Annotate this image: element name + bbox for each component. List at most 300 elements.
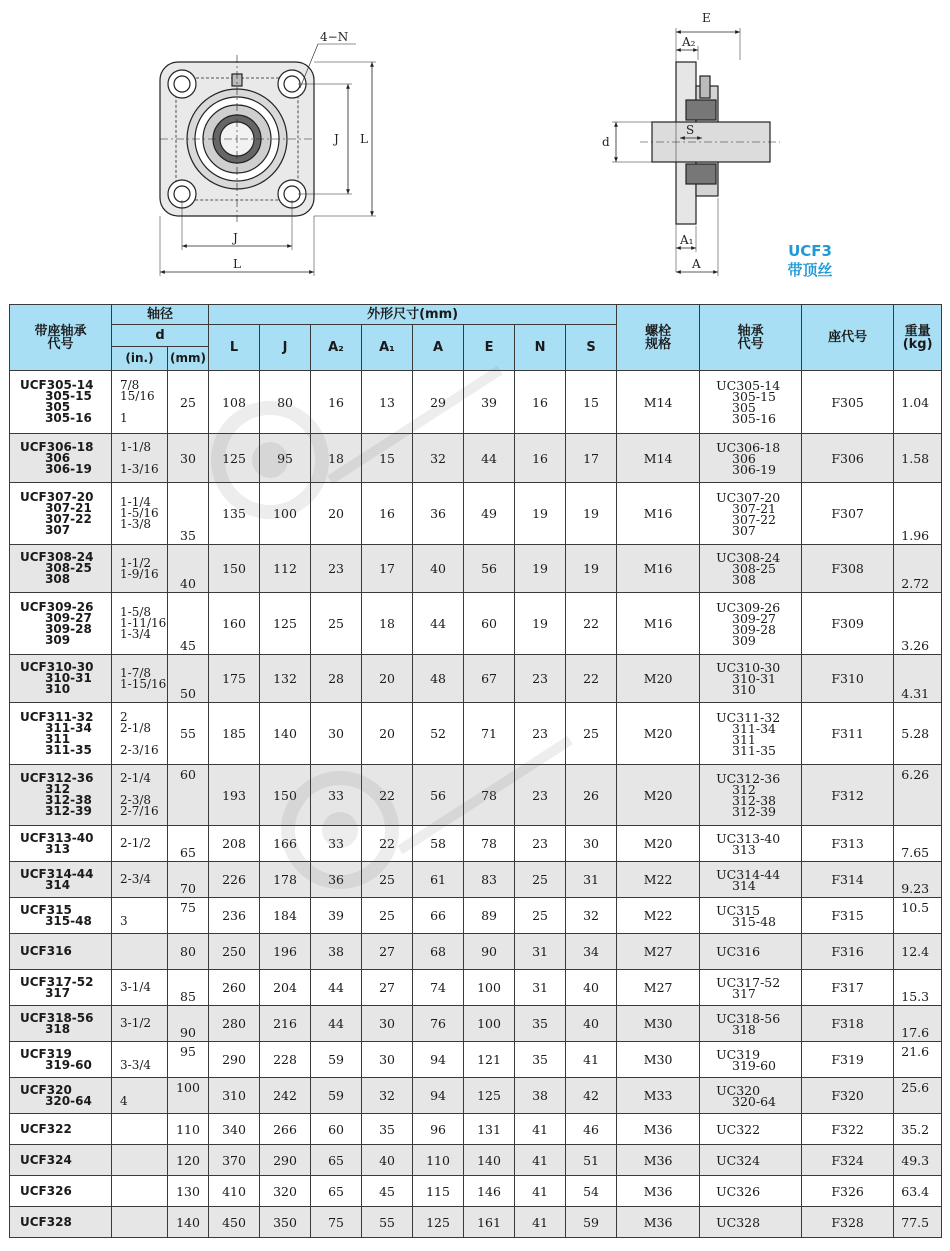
cell-weight: 21.6 xyxy=(894,1042,942,1078)
cell-inch: 2 2-1/8 2-3/16 xyxy=(112,703,168,765)
cell-bolt: M30 xyxy=(617,1006,700,1042)
cell-s: 26 xyxy=(566,765,617,826)
cell-n: 23 xyxy=(515,765,566,826)
cell-a: 32 xyxy=(413,434,464,483)
cell-n: 16 xyxy=(515,434,566,483)
cell-mm: 85 xyxy=(168,970,209,1006)
cell-housing: F318 xyxy=(802,1006,894,1042)
cell-j: 178 xyxy=(260,862,311,898)
cell-a1: 55 xyxy=(362,1207,413,1238)
cell-j: 132 xyxy=(260,655,311,703)
cell-a1: 27 xyxy=(362,934,413,970)
cell-n: 23 xyxy=(515,703,566,765)
cell-a: 68 xyxy=(413,934,464,970)
cell-a2: 33 xyxy=(311,765,362,826)
cell-a2: 16 xyxy=(311,371,362,434)
cell-bolt: M20 xyxy=(617,655,700,703)
cell-housing: F324 xyxy=(802,1145,894,1176)
cell-inch: 1-7/8 1-15/16 xyxy=(112,655,168,703)
cell-l: 236 xyxy=(209,898,260,934)
cell-bearing: UC305-14 305-15 305 305-16 xyxy=(700,371,802,434)
cell-weight: 35.2 xyxy=(894,1114,942,1145)
cell-bearing: UC309-26 309-27 309-28 309 xyxy=(700,593,802,655)
cell-bolt: M20 xyxy=(617,703,700,765)
cell-mm: 50 xyxy=(168,655,209,703)
cell-j: 95 xyxy=(260,434,311,483)
cell-a: 74 xyxy=(413,970,464,1006)
cell-bearing: UC328 xyxy=(700,1207,802,1238)
cell-a1: 40 xyxy=(362,1145,413,1176)
cell-bearing: UC307-20 307-21 307-22 307 xyxy=(700,483,802,545)
cell-weight: 1.58 xyxy=(894,434,942,483)
cell-inch: 4 xyxy=(112,1078,168,1114)
cell-mm: 60 xyxy=(168,765,209,826)
cell-bolt: M14 xyxy=(617,434,700,483)
cell-housing: F326 xyxy=(802,1176,894,1207)
cell-a: 40 xyxy=(413,545,464,593)
cell-s: 32 xyxy=(566,898,617,934)
cell-j: 125 xyxy=(260,593,311,655)
cell-model: UCF318-56 318 xyxy=(10,1006,112,1042)
table-row xyxy=(10,483,942,545)
cell-model: UCF328 xyxy=(10,1207,112,1238)
series-caption xyxy=(770,242,850,280)
table-row xyxy=(10,1114,942,1145)
cell-bearing: UC306-18 306 306-19 xyxy=(700,434,802,483)
cell-mm: 80 xyxy=(168,934,209,970)
cell-weight: 63.4 xyxy=(894,1176,942,1207)
cell-a2: 60 xyxy=(311,1114,362,1145)
cell-a1: 32 xyxy=(362,1078,413,1114)
cell-a2: 65 xyxy=(311,1145,362,1176)
cell-weight: 1.96 xyxy=(894,483,942,545)
cell-a: 44 xyxy=(413,593,464,655)
side-view-drawing xyxy=(612,28,780,276)
table-row xyxy=(10,1078,942,1114)
cell-mm: 70 xyxy=(168,862,209,898)
cell-inch xyxy=(112,1145,168,1176)
cell-bolt: M36 xyxy=(617,1145,700,1176)
cell-a1: 17 xyxy=(362,545,413,593)
cell-inch: 1-1/4 1-5/16 1-3/8 xyxy=(112,483,168,545)
cell-a2: 28 xyxy=(311,655,362,703)
cell-bearing: UC318-56 318 xyxy=(700,1006,802,1042)
cell-inch xyxy=(112,1207,168,1238)
cell-a1: 22 xyxy=(362,765,413,826)
table-row xyxy=(10,371,942,434)
cell-j: 80 xyxy=(260,371,311,434)
cell-a1: 16 xyxy=(362,483,413,545)
cell-a: 48 xyxy=(413,655,464,703)
cell-bearing: UC310-30 310-31 310 xyxy=(700,655,802,703)
cell-n: 41 xyxy=(515,1207,566,1238)
cell-l: 280 xyxy=(209,1006,260,1042)
header-N: N xyxy=(515,325,566,371)
table-row xyxy=(10,1042,942,1078)
cell-weight: 3.26 xyxy=(894,593,942,655)
cell-model: UCF322 xyxy=(10,1114,112,1145)
cell-s: 19 xyxy=(566,483,617,545)
cell-weight: 17.6 xyxy=(894,1006,942,1042)
cell-model: UCF311-32 311-34 311 311-35 xyxy=(10,703,112,765)
cell-l: 290 xyxy=(209,1042,260,1078)
label-d: d xyxy=(602,135,610,149)
cell-a: 76 xyxy=(413,1006,464,1042)
label-a: A xyxy=(692,257,701,271)
cell-n: 16 xyxy=(515,371,566,434)
cell-j: 112 xyxy=(260,545,311,593)
cell-housing: F310 xyxy=(802,655,894,703)
cell-e: 78 xyxy=(464,826,515,862)
cell-inch xyxy=(112,934,168,970)
cell-weight: 77.5 xyxy=(894,1207,942,1238)
cell-inch xyxy=(112,1114,168,1145)
cell-bearing: UC322 xyxy=(700,1114,802,1145)
cell-inch: 3-1/4 xyxy=(112,970,168,1006)
cell-bolt: M16 xyxy=(617,545,700,593)
label-j-vertical: J xyxy=(334,132,339,146)
cell-a2: 65 xyxy=(311,1176,362,1207)
cell-s: 59 xyxy=(566,1207,617,1238)
cell-n: 41 xyxy=(515,1114,566,1145)
cell-j: 320 xyxy=(260,1176,311,1207)
cell-inch: 3-3/4 xyxy=(112,1042,168,1078)
cell-bolt: M22 xyxy=(617,898,700,934)
table-row xyxy=(10,434,942,483)
header-E: E xyxy=(464,325,515,371)
cell-mm: 45 xyxy=(168,593,209,655)
header-inch: (in.) xyxy=(112,347,168,371)
cell-j: 140 xyxy=(260,703,311,765)
cell-mm: 55 xyxy=(168,703,209,765)
cell-a2: 36 xyxy=(311,862,362,898)
cell-bearing: UC308-24 308-25 308 xyxy=(700,545,802,593)
cell-bearing: UC326 xyxy=(700,1176,802,1207)
cell-a1: 35 xyxy=(362,1114,413,1145)
cell-inch: 2-1/2 xyxy=(112,826,168,862)
cell-bolt: M20 xyxy=(617,826,700,862)
caption-series-code: UCF3 xyxy=(788,242,832,260)
cell-mm: 95 xyxy=(168,1042,209,1078)
cell-n: 25 xyxy=(515,898,566,934)
cell-j: 100 xyxy=(260,483,311,545)
table-row xyxy=(10,862,942,898)
cell-n: 19 xyxy=(515,593,566,655)
cell-weight: 15.3 xyxy=(894,970,942,1006)
cell-bolt: M30 xyxy=(617,1042,700,1078)
cell-a: 66 xyxy=(413,898,464,934)
cell-housing: F328 xyxy=(802,1207,894,1238)
front-view-drawing xyxy=(160,44,376,276)
cell-bearing: UC317-52 317 xyxy=(700,970,802,1006)
cell-l: 410 xyxy=(209,1176,260,1207)
cell-weight: 5.28 xyxy=(894,703,942,765)
cell-bolt: M33 xyxy=(617,1078,700,1114)
cell-s: 31 xyxy=(566,862,617,898)
cell-a1: 20 xyxy=(362,655,413,703)
cell-model: UCF326 xyxy=(10,1176,112,1207)
cell-housing: F315 xyxy=(802,898,894,934)
cell-a2: 75 xyxy=(311,1207,362,1238)
cell-housing: F306 xyxy=(802,434,894,483)
table-row xyxy=(10,1176,942,1207)
cell-a2: 44 xyxy=(311,1006,362,1042)
table-row xyxy=(10,545,942,593)
cell-a1: 22 xyxy=(362,826,413,862)
cell-n: 35 xyxy=(515,1042,566,1078)
cell-weight: 6.26 xyxy=(894,765,942,826)
cell-a1: 30 xyxy=(362,1042,413,1078)
cell-s: 15 xyxy=(566,371,617,434)
cell-s: 17 xyxy=(566,434,617,483)
cell-model: UCF306-18 306 306-19 xyxy=(10,434,112,483)
table-row xyxy=(10,765,942,826)
cell-inch: 2-1/4 2-3/8 2-7/16 xyxy=(112,765,168,826)
cell-a: 125 xyxy=(413,1207,464,1238)
cell-e: 71 xyxy=(464,703,515,765)
cell-mm: 30 xyxy=(168,434,209,483)
cell-l: 340 xyxy=(209,1114,260,1145)
cell-weight: 49.3 xyxy=(894,1145,942,1176)
cell-l: 150 xyxy=(209,545,260,593)
label-s: S xyxy=(686,123,695,137)
header-L: L xyxy=(209,325,260,371)
cell-weight: 2.72 xyxy=(894,545,942,593)
table-row xyxy=(10,703,942,765)
cell-weight: 12.4 xyxy=(894,934,942,970)
cell-j: 242 xyxy=(260,1078,311,1114)
cell-n: 31 xyxy=(515,934,566,970)
cell-housing: F307 xyxy=(802,483,894,545)
cell-e: 60 xyxy=(464,593,515,655)
cell-e: 44 xyxy=(464,434,515,483)
cell-e: 146 xyxy=(464,1176,515,1207)
cell-inch: 1-5/8 1-11/16 1-3/4 xyxy=(112,593,168,655)
cell-inch: 1-1/2 1-9/16 xyxy=(112,545,168,593)
cell-inch: 2-3/4 xyxy=(112,862,168,898)
cell-a1: 13 xyxy=(362,371,413,434)
cell-mm: 65 xyxy=(168,826,209,862)
label-a1: A₁ xyxy=(680,233,694,247)
label-a2: A₂ xyxy=(682,35,696,49)
header-shaft: 轴径 xyxy=(112,305,209,325)
header-model: 带座轴承 代号 xyxy=(10,305,112,371)
cell-a2: 33 xyxy=(311,826,362,862)
table-row xyxy=(10,655,942,703)
cell-n: 19 xyxy=(515,545,566,593)
cell-model: UCF307-20 307-21 307-22 307 xyxy=(10,483,112,545)
cell-housing: F308 xyxy=(802,545,894,593)
cell-a2: 18 xyxy=(311,434,362,483)
cell-bearing: UC319 319-60 xyxy=(700,1042,802,1078)
cell-s: 19 xyxy=(566,545,617,593)
cell-s: 30 xyxy=(566,826,617,862)
cell-l: 160 xyxy=(209,593,260,655)
cell-n: 23 xyxy=(515,655,566,703)
cell-l: 450 xyxy=(209,1207,260,1238)
cell-mm: 90 xyxy=(168,1006,209,1042)
label-4n: 4−N xyxy=(320,30,349,44)
cell-e: 121 xyxy=(464,1042,515,1078)
cell-s: 40 xyxy=(566,970,617,1006)
cell-a2: 25 xyxy=(311,593,362,655)
cell-l: 250 xyxy=(209,934,260,970)
cell-n: 19 xyxy=(515,483,566,545)
cell-e: 67 xyxy=(464,655,515,703)
cell-a: 61 xyxy=(413,862,464,898)
header-S: S xyxy=(566,325,617,371)
cell-bolt: M20 xyxy=(617,765,700,826)
cell-a2: 38 xyxy=(311,934,362,970)
cell-a: 115 xyxy=(413,1176,464,1207)
cell-e: 49 xyxy=(464,483,515,545)
cell-a: 94 xyxy=(413,1078,464,1114)
cell-mm: 140 xyxy=(168,1207,209,1238)
cell-e: 100 xyxy=(464,1006,515,1042)
header-A2: A₂ xyxy=(311,325,362,371)
cell-housing: F317 xyxy=(802,970,894,1006)
cell-a2: 39 xyxy=(311,898,362,934)
header-J: J xyxy=(260,325,311,371)
header-d: d xyxy=(112,325,209,347)
cell-weight: 9.23 xyxy=(894,862,942,898)
cell-n: 35 xyxy=(515,1006,566,1042)
cell-j: 166 xyxy=(260,826,311,862)
cell-bolt: M36 xyxy=(617,1207,700,1238)
cell-a: 29 xyxy=(413,371,464,434)
cell-n: 41 xyxy=(515,1176,566,1207)
header-bolt: 螺栓 规格 xyxy=(617,305,700,371)
cell-bearing: UC315 315-48 xyxy=(700,898,802,934)
cell-housing: F314 xyxy=(802,862,894,898)
spec-table-body xyxy=(10,371,942,1238)
cell-e: 161 xyxy=(464,1207,515,1238)
header-housing: 座代号 xyxy=(802,305,894,371)
cell-a1: 25 xyxy=(362,898,413,934)
cell-j: 290 xyxy=(260,1145,311,1176)
cell-weight: 1.04 xyxy=(894,371,942,434)
cell-j: 150 xyxy=(260,765,311,826)
cell-a: 110 xyxy=(413,1145,464,1176)
cell-mm: 75 xyxy=(168,898,209,934)
cell-weight: 25.6 xyxy=(894,1078,942,1114)
cell-l: 310 xyxy=(209,1078,260,1114)
cell-housing: F305 xyxy=(802,371,894,434)
cell-mm: 35 xyxy=(168,483,209,545)
cell-s: 46 xyxy=(566,1114,617,1145)
cell-mm: 25 xyxy=(168,371,209,434)
cell-inch: 3-1/2 xyxy=(112,1006,168,1042)
cell-model: UCF305-14 305-15 305 305-16 xyxy=(10,371,112,434)
cell-l: 185 xyxy=(209,703,260,765)
cell-bearing: UC313-40 313 xyxy=(700,826,802,862)
cell-bolt: M16 xyxy=(617,483,700,545)
cell-a: 96 xyxy=(413,1114,464,1145)
cell-e: 56 xyxy=(464,545,515,593)
cell-l: 135 xyxy=(209,483,260,545)
cell-model: UCF316 xyxy=(10,934,112,970)
cell-a1: 45 xyxy=(362,1176,413,1207)
cell-a2: 20 xyxy=(311,483,362,545)
cell-bolt: M27 xyxy=(617,934,700,970)
cell-a1: 27 xyxy=(362,970,413,1006)
cell-n: 25 xyxy=(515,862,566,898)
cell-model: UCF317-52 317 xyxy=(10,970,112,1006)
cell-model: UCF309-26 309-27 309-28 309 xyxy=(10,593,112,655)
cell-housing: F309 xyxy=(802,593,894,655)
cell-mm: 100 xyxy=(168,1078,209,1114)
cell-housing: F322 xyxy=(802,1114,894,1145)
cell-bearing: UC311-32 311-34 311 311-35 xyxy=(700,703,802,765)
label-j-horizontal: J xyxy=(233,231,238,245)
cell-weight: 10.5 xyxy=(894,898,942,934)
cell-a2: 30 xyxy=(311,703,362,765)
header-mm: (mm) xyxy=(168,347,209,371)
table-row xyxy=(10,970,942,1006)
cell-j: 216 xyxy=(260,1006,311,1042)
header-dims: 外形尺寸(mm) xyxy=(209,305,617,325)
cell-s: 22 xyxy=(566,593,617,655)
cell-a: 36 xyxy=(413,483,464,545)
cell-e: 140 xyxy=(464,1145,515,1176)
cell-a: 56 xyxy=(413,765,464,826)
label-l-horizontal: L xyxy=(233,257,241,271)
cell-inch: 3 xyxy=(112,898,168,934)
cell-l: 175 xyxy=(209,655,260,703)
cell-a2: 59 xyxy=(311,1078,362,1114)
cell-e: 78 xyxy=(464,765,515,826)
table-row xyxy=(10,826,942,862)
table-row xyxy=(10,593,942,655)
cell-e: 39 xyxy=(464,371,515,434)
cell-housing: F316 xyxy=(802,934,894,970)
cell-inch: 7/8 15/16 1 xyxy=(112,371,168,434)
cell-inch: 1-1/8 1-3/16 xyxy=(112,434,168,483)
table-row xyxy=(10,934,942,970)
cell-a2: 59 xyxy=(311,1042,362,1078)
cell-e: 100 xyxy=(464,970,515,1006)
cell-mm: 110 xyxy=(168,1114,209,1145)
cell-housing: F312 xyxy=(802,765,894,826)
cell-bolt: M36 xyxy=(617,1176,700,1207)
cell-s: 34 xyxy=(566,934,617,970)
cell-bearing: UC324 xyxy=(700,1145,802,1176)
header-A: A xyxy=(413,325,464,371)
cell-a1: 25 xyxy=(362,862,413,898)
cell-j: 350 xyxy=(260,1207,311,1238)
cell-s: 51 xyxy=(566,1145,617,1176)
cell-l: 193 xyxy=(209,765,260,826)
cell-a: 52 xyxy=(413,703,464,765)
cell-bolt: M27 xyxy=(617,970,700,1006)
cell-bearing: UC314-44 314 xyxy=(700,862,802,898)
cell-n: 23 xyxy=(515,826,566,862)
table-row xyxy=(10,1207,942,1238)
cell-l: 370 xyxy=(209,1145,260,1176)
cell-a: 58 xyxy=(413,826,464,862)
cell-a2: 23 xyxy=(311,545,362,593)
cell-model: UCF324 xyxy=(10,1145,112,1176)
table-row xyxy=(10,898,942,934)
cell-model: UCF319 319-60 xyxy=(10,1042,112,1078)
cell-mm: 40 xyxy=(168,545,209,593)
cell-model: UCF315 315-48 xyxy=(10,898,112,934)
cell-l: 108 xyxy=(209,371,260,434)
cell-a2: 44 xyxy=(311,970,362,1006)
cell-bolt: M16 xyxy=(617,593,700,655)
cell-housing: F313 xyxy=(802,826,894,862)
cell-n: 41 xyxy=(515,1145,566,1176)
